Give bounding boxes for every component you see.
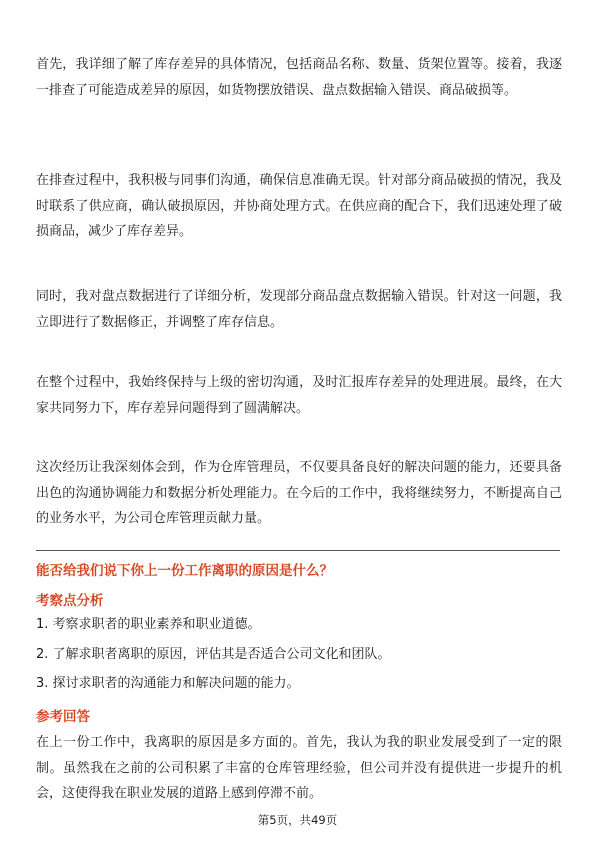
answer-paragraph: 在上一份工作中，我离职的原因是多方面的。首先，我认为我的职业发展受到了一定的限制。虽然我在之前的公司积累了丰富的仓库管理经验，但公司并没有提供进一步提升的机会，这使得我在职业发展的道路上感到停滞不前。 <box>36 735 562 801</box>
paragraph-investigation: 首先，我详细了解了库存差异的具体情况，包括商品名称、数量、货架位置等。接着，我逐一排查了可能造成差异的原因，如货物摆放错误、盘点数据输入错误、商品破损等。 <box>36 57 562 98</box>
interview-question: 能否给我们说下你上一份工作离职的原因是什么？ <box>36 563 333 579</box>
paragraph-resolution: 在整个过程中，我始终保持与上级的密切沟通，及时汇报库存差异的处理进展。最终，在大家共同努力下，库存差异问题得到了圆满解决。 <box>36 375 562 416</box>
page-number: 第5页，共49页 <box>257 813 338 827</box>
paragraph-reflection: 这次经历让我深刻体会到，作为仓库管理员，不仅要具备良好的解决问题的能力，还要具备出色的沟通协调能力和数据分析处理能力。在今后的工作中，我将继续努力，不断提高自己的业务水平，为公司仓库管理贡献力量。 <box>36 460 562 526</box>
section-divider <box>36 550 560 551</box>
paragraph-communication: 在排查过程中，我积极与同事们沟通，确保信息准确无误。针对部分商品破损的情况，我及时联系了供应商，确认破损原因，并协商处理方式。在供应商的配合下，我们迅速处理了破损商品，减少了库存差异。 <box>36 173 562 239</box>
answer-heading: 参考回答 <box>36 709 90 725</box>
paragraph-data-analysis: 同时，我对盘点数据进行了详细分析，发现部分商品盘点数据输入错误。针对这一问题，我立即进行了数据修正，并调整了库存信息。 <box>36 289 562 330</box>
analysis-heading: 考察点分析 <box>36 593 104 609</box>
analysis-item: 1. 考察求职者的职业素养和职业道德。 <box>36 617 261 632</box>
analysis-item: 2. 了解求职者离职的原因，评估其是否适合公司文化和团队。 <box>36 647 391 662</box>
analysis-item: 3. 探讨求职者的沟通能力和解决问题的能力。 <box>36 676 300 691</box>
